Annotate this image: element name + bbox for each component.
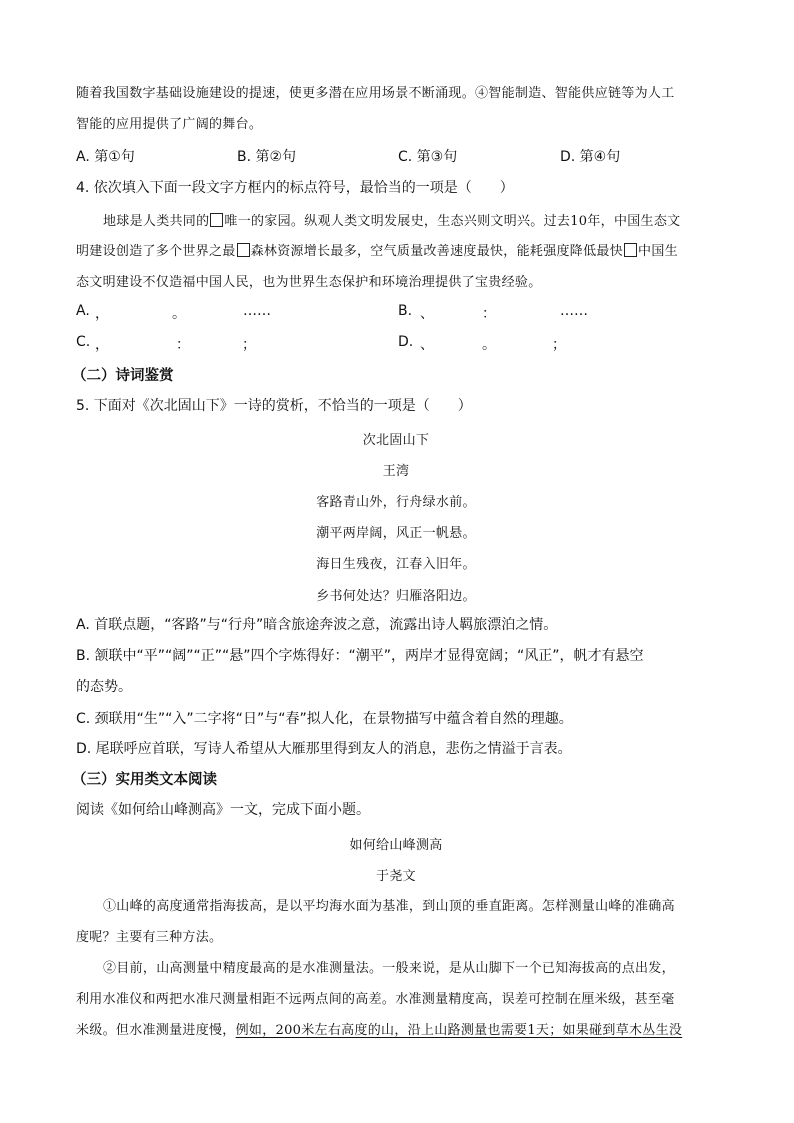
q4-option-b-mark3: …… (560, 303, 588, 319)
q3-option-b[interactable]: B. 第②句 (237, 149, 297, 165)
q4-passage-seg: 地球是人类共同的 (103, 214, 210, 229)
q4-passage-seg: 森林资源增长最多，空气质量改善速度最快，能耗强度降低最快 (250, 244, 624, 259)
section3-heading: （三）实用类文本阅读 (72, 772, 217, 788)
q4-option-c-mark1: ， (95, 337, 109, 353)
q4-option-d-letter[interactable]: D. (398, 334, 414, 350)
article-text-seg: 米级。但水准测量进度慢， (76, 1023, 236, 1038)
q3-option-c[interactable]: C. 第③句 (398, 149, 458, 165)
q4-option-a-letter[interactable]: A. (76, 303, 90, 319)
q4-option-d-mark1: 、 (420, 337, 434, 353)
article-para1-line2: 度呢？主要有三种方法。 (76, 930, 223, 945)
q3-text-line1: 随着我国数字基础设施建设的提速，使更多潜在应用场景不断涌现。④智能制造、智能供应链等为人工 (76, 86, 675, 101)
blank-box (624, 243, 637, 257)
poem-line: 乡书何处达？归雁洛阳边。 (316, 589, 476, 604)
article-para2-line2: 利用水准仪和两把水准尺测量相距不远两点间的高差。水准测量精度高，误差可控制在厘米级，甚至毫 (76, 992, 675, 1007)
q4-option-d-mark3: ； (552, 337, 566, 353)
q4-option-b-letter[interactable]: B. (398, 303, 413, 319)
q5-option-a[interactable]: A. 首联点题，“客路”与“行舟”暗含旅途奔波之意，流露出诗人羁旅漂泊之情。 (76, 617, 558, 633)
q5-option-b-cont: 的态势。 (76, 679, 132, 695)
q4-option-a-mark3: …… (243, 303, 271, 319)
blank-box (210, 213, 223, 227)
q4-passage-line1 (103, 210, 743, 229)
q4-passage-seg: 唯一的家园。纵观人类文明发展史，生态兴则文明兴。过去10年，中国生态文 (224, 214, 681, 229)
poem-author: 王湾 (382, 464, 410, 479)
q4-passage-seg: 中国生 (638, 244, 678, 259)
q5-option-d[interactable]: D. 尾联呼应首联，写诗人希望从大雁那里得到友人的消息，悲伤之情溢于言表。 (76, 741, 572, 757)
article-para1-line1: ①山峰的高度通常指海拔高，是以平均海水面为基准，到山顶的垂直距离。怎样测量山峰的准确高 (103, 899, 675, 914)
article-title: 如何给山峰测高 (349, 838, 443, 853)
poem-line: 客路青山外，行舟绿水前。 (316, 495, 476, 510)
q4-passage-line2 (76, 240, 716, 259)
q4-stem: 4. 依次填入下面一段文字方框内的标点符号，最恰当的一项是（ ） (76, 180, 514, 196)
poem-line: 海日生残夜，江春入旧年。 (316, 557, 476, 572)
q3-option-d[interactable]: D. 第④句 (560, 149, 621, 165)
q5-option-c[interactable]: C. 颈联用“生”“入”二字将“日”与“春”拟人化，在景物描写中蕴含着自然的理趣。 (76, 711, 573, 727)
q3-option-a[interactable]: A. 第①句 (76, 149, 135, 165)
underlined-text: 例如，200米左右高度的山，沿上山路测量也需要1天；如果碰到草木丛生没 (235, 1023, 683, 1038)
q4-passage-seg: 明建设创造了多个世界之最 (76, 244, 236, 259)
q4-option-c-mark2: ： (176, 337, 190, 353)
q5-option-b[interactable]: B. 颔联中“平”“阔”“正”“悬”四个字炼得好：“潮平”，两岸才显得宽阔；“风正”，帆才有悬空 (76, 648, 644, 664)
article-para2-line3 (76, 1019, 716, 1038)
q4-passage-line3: 态文明建设不仅造福中国人民，也为世界生态保护和环境治理提供了宝贵经验。 (76, 275, 542, 290)
poem-title: 次北固山下 (362, 433, 430, 448)
q4-option-d-mark2: 。 (482, 337, 496, 353)
q4-option-b-mark2: ： (482, 306, 496, 322)
q4-option-c-mark3: ； (242, 337, 256, 353)
q4-option-a-mark1: ， (95, 306, 109, 322)
q4-option-c-letter[interactable]: C. (76, 334, 91, 350)
article-para2-line1: ②目前，山高测量中精度最高的是水准测量法。一般来说，是从山脚下一个已知海拔高的点出发， (103, 961, 675, 976)
blank-box (237, 243, 250, 257)
section3-intro: 阅读《如何给山峰测高》一文，完成下面小题。 (76, 802, 370, 818)
section2-heading: （二）诗词鉴赏 (72, 368, 174, 384)
q4-option-a-mark2: 。 (172, 306, 186, 322)
article-author: 于尧文 (376, 869, 416, 884)
poem-line: 潮平两岸阔，风正一帆悬。 (316, 526, 476, 541)
q5-stem: 5. 下面对《次北固山下》一诗的赏析，不恰当的一项是（ ） (76, 398, 472, 414)
q3-text-line2: 智能的应用提供了广阔的舞台。 (76, 117, 263, 132)
q4-option-b-mark1: 、 (420, 306, 434, 322)
